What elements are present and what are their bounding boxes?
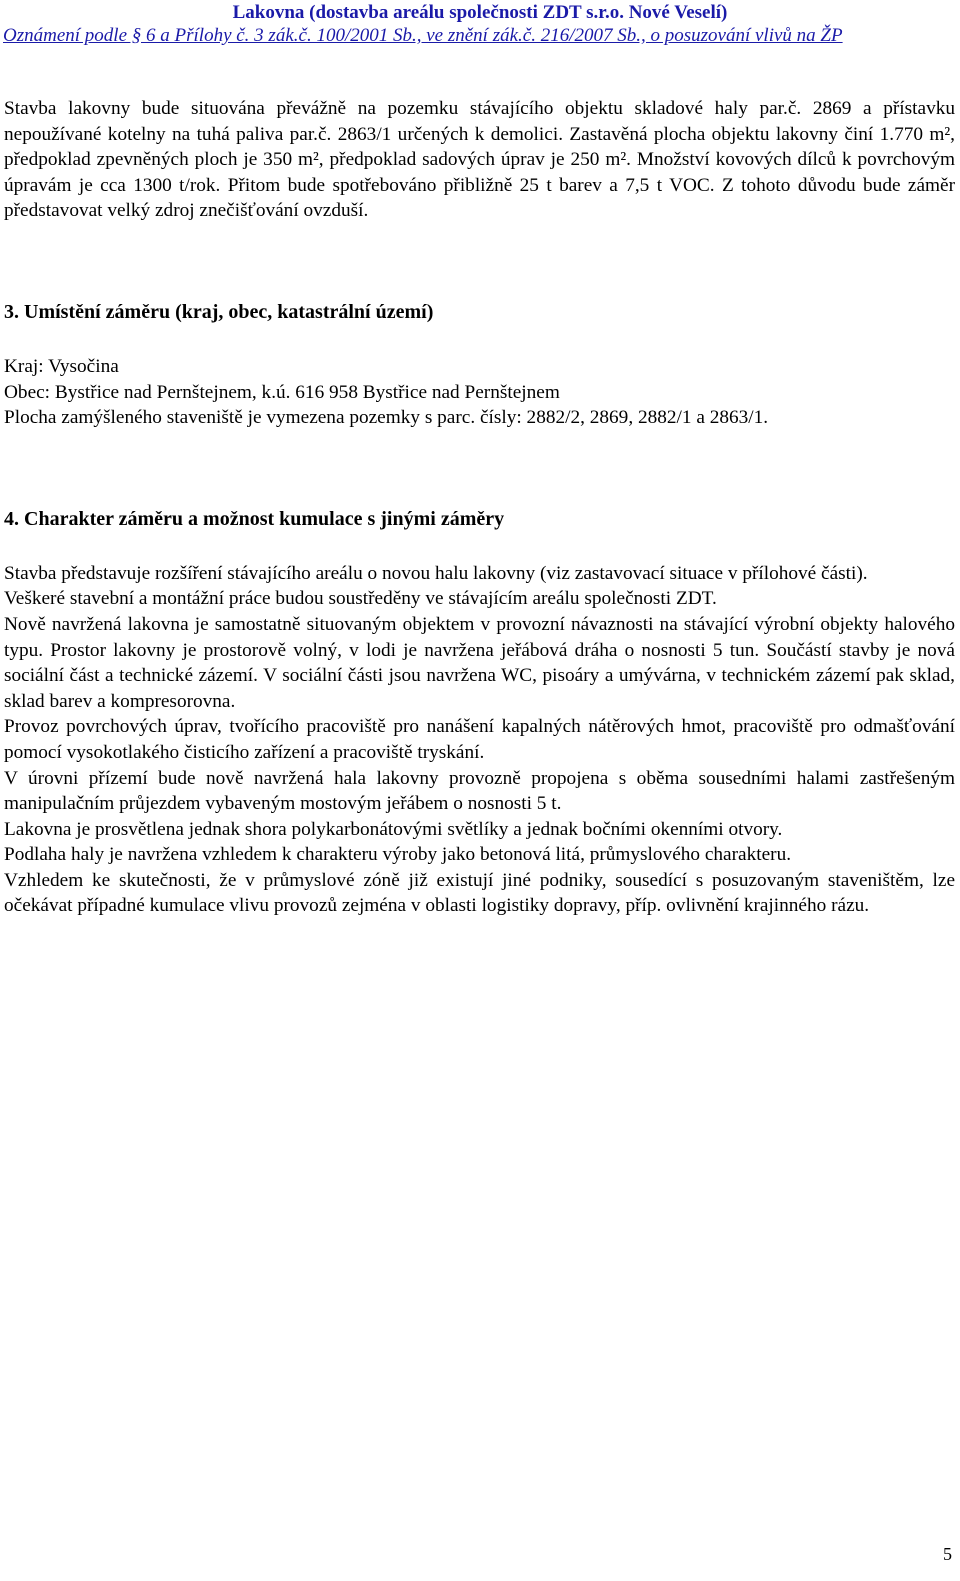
section-4-paragraph: Lakovna je prosvětlena jednak shora polykarbonátovými světlíky a jednak bočními okenními otvory. — [4, 818, 783, 840]
intro-paragraph: Stavba lakovny bude situována převážně na pozemku stávajícího objektu skladové haly par.č. 2869 a přístavku nepoužívané kotelny na tuhá paliva par.č. 2863/1 určených k demolici. Zastavěná plocha objektu lakovny činí 1.770 m², předpoklad zpevněných ploch je 350 m², předpoklad sadových úprav je 250 m². Množství kovových dílců k povrchovým úpravám je cca 1300 t/rok. Přitom bude spotřebováno přibližně 25 t barev a 7,5 t VOC. Z tohoto důvodu bude záměr představovat velký zdroj znečišťování ovzduší. — [4, 98, 955, 222]
document-body — [4, 96, 955, 919]
spacer — [4, 224, 955, 300]
header-title: Lakovna (dostavba areálu společnosti ZDT s.r.o. Nové Veselí) — [232, 2, 728, 23]
spacer — [4, 431, 955, 507]
section-3-heading: 3. Umístění záměru (kraj, obec, katastrální území) — [4, 300, 434, 323]
section-3-obec: Obec: Bystřice nad Pernštejnem, k.ú. 616 958 Bystřice nad Pernštejnem — [4, 381, 560, 403]
section-3-plocha: Plocha zamýšleného staveniště je vymezena pozemky s parc. čísly: 2882/2, 2869, 2882/1 a 2863/1. — [4, 407, 769, 429]
section-4-paragraph: Provoz povrchových úprav, tvořícího pracoviště pro nanášení kapalných nátěrových hmot, pracoviště pro odmašťování pomocí vysokotlakého čisticího zařízení a pracoviště tryskání. — [4, 716, 955, 763]
section-4-paragraph: Podlaha haly je navržena vzhledem k charakteru výroby jako betonová litá, průmyslového charakteru. — [4, 844, 792, 866]
spacer — [4, 531, 955, 561]
spacer — [4, 324, 955, 354]
section-4-paragraph: Vzhledem ke skutečnosti, že v průmyslové zóně již existují jiné podniky, sousedící s posuzovaným staveništěm, lze očekávat případné kumulace vlivu provozů zejména v oblasti logistiky dopravy, příp. ovlivnění krajinného rázu. — [4, 869, 955, 917]
section-4-heading: 4. Charakter záměru a možnost kumulace s jinými záměry — [4, 507, 505, 530]
section-3-kraj: Kraj: Vysočina — [4, 355, 119, 377]
section-4-paragraph: Nově navržená lakovna je samostatně situovaným objektem v provozní návaznosti na stávající výrobní objekty halového typu. Prostor lakovny je prostorově volný, v lodi je navržena jeřábová dráha o nosnosti 5 tun. Součástí stavby je nová sociální část a technické zázemí. V sociální části jsou navržena WC, pisoáry a umývárna, v technickém zázemí pak sklad, sklad barev a kompresorovna. — [4, 613, 955, 712]
page-header — [0, 2, 960, 47]
section-4-paragraph: V úrovni přízemí bude nově navržená hala lakovny provozně propojena s oběma sousedními halami zastřešeným manipulačním průjezdem vybaveným mostovým jeřábem o nosnosti 5 t. — [4, 767, 955, 815]
section-4-paragraph: Stavba představuje rozšíření stávajícího areálu o novou halu lakovny (viz zastavovací situace v přílohové části). — [4, 562, 868, 584]
page-number: 5 — [943, 1544, 952, 1564]
section-4-paragraph: Veškeré stavební a montážní práce budou soustředěny ve stávajícím areálu společnosti ZDT. — [4, 588, 717, 610]
header-subtitle: Oznámení podle § 6 a Přílohy č. 3 zák.č. 100/2001 Sb., ve znění zák.č. 216/2007 Sb., o posuzování vlivů na ŽP — [3, 25, 843, 46]
